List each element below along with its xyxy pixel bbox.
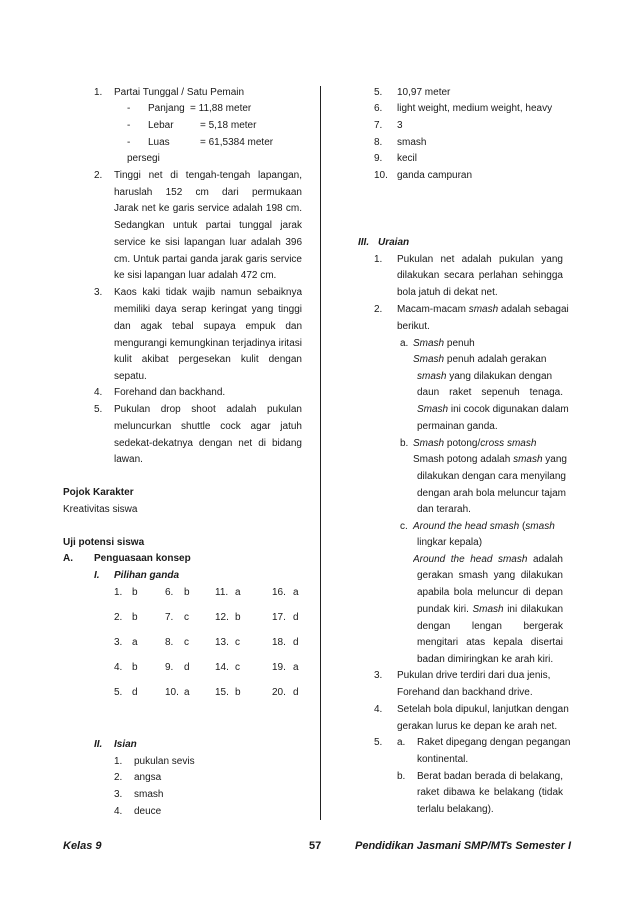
answer-letter: d [293,637,299,648]
answer-letter: c [235,637,240,648]
isian-number: 5. [374,87,383,98]
answer-number: 14. [215,662,229,673]
pojok-value: Kreativitas siswa [63,504,138,515]
paragraph-line: dilakukan dengan cara menyilang [417,471,566,482]
paragraph-line: dan terarah. [417,504,471,515]
paragraph-line: pundak kiri. Smash ini dilakukan [417,604,563,615]
paragraph-line: gerakan lurus ke depan ke arah net. [397,721,558,732]
answer-letter: d [132,687,138,698]
isian-answer: smash [397,137,427,148]
isian-number: 10. [374,170,388,181]
isian-number: 7. [374,120,383,131]
item-number: 3. [94,287,103,298]
paragraph-line: sepatu. [114,371,147,382]
paragraph-line: dengan arah bola meluncur tajam [417,488,566,499]
answer-number: 20. [272,687,286,698]
answer-number: 16. [272,587,286,598]
answer-number: 2. [114,612,123,623]
isian-number: 3. [114,789,123,800]
answer-letter: b [184,587,190,598]
isian-answer: kecil [397,153,418,164]
section-letter: A. [63,553,73,564]
answer-letter: b [132,587,138,598]
paragraph-line: smash yang dilakukan dengan [417,371,553,382]
measure-label: Panjang [148,103,185,114]
paragraph-line: raket dibawa ke belakang (tidak [417,787,563,798]
paragraph-line: Tinggi net di tengah-tengah lapangan, [114,170,302,181]
paragraph-line: kontinental. [417,754,469,765]
answer-letter: b [132,662,138,673]
isian-number: 9. [374,153,383,164]
paragraph-line: badan dimiringkan ke arah kiri. [417,654,554,665]
answer-letter: a [293,662,299,673]
paragraph-line: haruslah 152 cm dari permukaan [114,187,302,198]
item-number: 2. [94,170,103,181]
answer-letter: c [235,662,240,673]
sub-heading: Smash penuh [413,338,475,349]
paragraph-line: berikut. [397,321,430,332]
sub-letter: a. [397,737,406,748]
measure-value: = 5,18 meter [200,120,257,131]
answer-number: 17. [272,612,286,623]
dash: - [127,137,131,148]
isian-answer: 3 [397,120,403,131]
footer-grade: Kelas 9 [63,840,102,852]
sub-heading: Around the head smash (smash [413,521,555,532]
isian-answer: smash [134,789,164,800]
dash: - [127,103,131,114]
paragraph-line: mengurangi kemungkinan terjadinya iritasi [114,338,302,349]
paragraph-line: daun raket sepenuh tenaga. [417,387,563,398]
paragraph-line: Smash penuh adalah gerakan [413,354,547,365]
item-number: 1. [374,254,383,265]
measure-value: = 11,88 meter [190,103,252,114]
answer-number: 18. [272,637,286,648]
item-number: 2. [374,304,383,315]
sub-letter: b. [400,438,409,449]
subsection-roman: I. [94,570,100,581]
paragraph-line: cm. Untuk partai ganda jarak garis service [114,254,302,265]
paragraph-line: Pukulan drop shoot adalah pukulan [114,404,302,415]
answer-letter: c [184,637,189,648]
isian-number: 6. [374,103,383,114]
isian-number: 1. [114,756,123,767]
paragraph-line: Macam-macam smash adalah sebagai [397,304,569,315]
subsection-roman: II. [94,739,103,750]
sub-letter: c. [400,521,408,532]
sub-letter: a. [400,338,409,349]
isian-answer: 10,97 meter [397,87,451,98]
sub-letter: b. [397,771,406,782]
paragraph-line: bola jatuh di dekat net. [397,287,498,298]
isian-number: 2. [114,772,123,783]
answer-letter: a [132,637,138,648]
paragraph-line: Around the head smash adalah [413,554,563,565]
paragraph-line: Smash potong adalah smash yang [413,454,567,465]
section-heading-uji: Uji potensi siswa [63,537,145,548]
item-number: 3. [374,670,383,681]
isian-answer: light weight, medium weight, heavy [397,103,553,114]
paragraph-line: Forehand dan backhand drive. [397,687,533,698]
answer-letter: a [235,587,241,598]
subsection-title: Isian [114,739,137,750]
answer-number: 13. [215,637,229,648]
item-number: 5. [94,404,103,415]
paragraph-line: dengan lengan bergerak [417,621,563,632]
isian-answer: ganda campuran [397,170,473,181]
answer-number: 10. [165,687,179,698]
answer-letter: d [293,612,299,623]
paragraph-line: terlalu belakang). [417,804,494,815]
answer-letter: a [293,587,299,598]
paragraph-line: Jarak net ke garis service adalah 198 cm. [114,203,302,214]
measure-label: Lebar [148,120,174,131]
paragraph-line: dilakukan secara perlahan sehingga [397,270,563,281]
paragraph-line: gerakan smash yang dilakukan [417,570,563,581]
subsection-title: Uraian [378,237,410,248]
answer-letter: d [184,662,190,673]
paragraph-line: memiliki daya serap keringat yang tinggi [114,304,302,315]
paragraph-line: Setelah bola dipukul, lanjutkan dengan [397,704,569,715]
answer-letter: b [235,612,241,623]
paragraph-line: ke sisi lapangan luar adalah 472 cm. [114,270,277,281]
paragraph-line: permainan ganda. [417,421,498,432]
isian-number: 4. [114,806,123,817]
sub-heading: lingkar kepala) [417,537,483,548]
isian-answer: angsa [134,772,162,783]
item-title: Partai Tunggal / Satu Pemain [114,87,245,98]
footer-book-title: Pendidikan Jasmani SMP/MTs Semester I [355,840,572,852]
answer-number: 1. [114,587,123,598]
paragraph-line: service ke sisi lapangan luar adalah 396 [114,237,302,248]
paragraph-line: mengitari atas kepala disertai [417,637,563,648]
paragraph-line: Berat badan berada di belakang, [417,771,563,782]
paragraph-line: apabila bola meluncur di depan [417,587,563,598]
paragraph-line: Pukulan drive terdiri dari dua jenis, [397,670,551,681]
answer-number: 19. [272,662,286,673]
answer-number: 8. [165,637,174,648]
column-divider [320,86,321,820]
paragraph-line: Raket dipegang dengan pegangan [417,737,571,748]
answer-number: 15. [215,687,229,698]
answer-letter: a [184,687,190,698]
subsection-roman: III. [358,237,370,248]
answer-letter: b [132,612,138,623]
answer-number: 7. [165,612,174,623]
measure-value: = 61,5384 meter [200,137,274,148]
paragraph-line: Kaos kaki tidak wajib namun sebaiknya [114,287,302,298]
paragraph-line: kulit akibat pergesekan kulit dengan [114,354,302,365]
answer-letter: b [235,687,241,698]
isian-answer: deuce [134,806,162,817]
answer-number: 11. [215,587,229,598]
answer-number: 5. [114,687,123,698]
subsection-title: Pilihan ganda [114,570,180,581]
answer-letter: d [293,687,299,698]
answer-number: 9. [165,662,174,673]
paragraph-line: Smash ini cocok digunakan dalam [417,404,569,415]
item-number: 1. [94,87,103,98]
section-heading-pojok: Pojok Karakter [63,487,134,498]
answer-letter: c [184,612,189,623]
answer-number: 6. [165,587,174,598]
dash: - [127,120,131,131]
answer-number: 3. [114,637,123,648]
answer-number: 12. [215,612,229,623]
section-title: Penguasaan konsep [94,553,191,564]
answer-number: 4. [114,662,123,673]
isian-number: 8. [374,137,383,148]
measure-wrap: persegi [127,153,160,164]
item-number: 4. [374,704,383,715]
paragraph-line: Sedangkan untuk partai tunggal jarak [114,220,302,231]
isian-answer: pukulan sevis [134,756,195,767]
page-number: 57 [309,840,322,852]
paragraph-line: sedekat-dekatnya dengan net di bidang [114,438,302,449]
paragraph-line: Pukulan net adalah pukulan yang [397,254,563,265]
paragraph-line: meluncurkan shuttle cock agar jatuh [114,421,302,432]
item-number: 5. [374,737,383,748]
measure-label: Luas [148,137,170,148]
item-number: 4. [94,387,103,398]
paragraph-line: Forehand dan backhand. [114,387,226,398]
sub-heading: Smash potong/cross smash [413,438,537,449]
paragraph-line: lawan. [114,454,143,465]
paragraph-line: dan agak tebal supaya empuk dan [114,321,302,332]
